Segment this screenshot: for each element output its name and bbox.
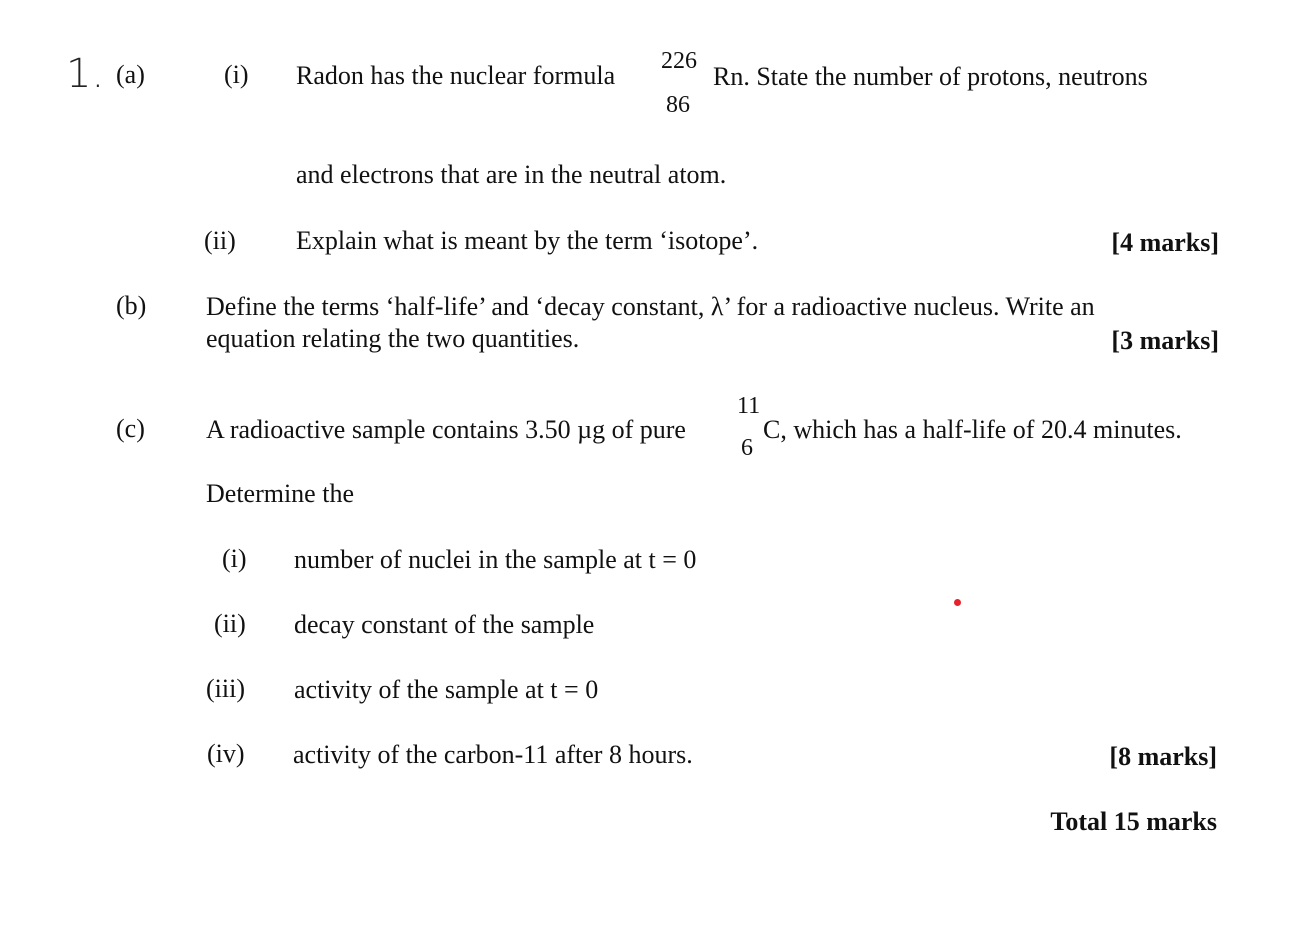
part-a-ii-text: Explain what is meant by the term ‘isotope’. — [296, 226, 759, 255]
part-c-text: A radioactive sample contains 3.50 µg of pure — [206, 415, 686, 444]
part-c-i-text: number of nuclei in the sample at t = 0 — [294, 545, 697, 574]
part-c-determine: Determine the — [206, 479, 354, 508]
part-c-iii-label: (iii) — [206, 674, 245, 703]
part-b-marks: [3 marks] — [1111, 326, 1219, 355]
carbon-mass-number: 11 — [737, 393, 761, 419]
carbon-atomic-number: 6 — [741, 435, 753, 461]
part-c-text-continued: C, which has a half-life of 20.4 minutes. — [763, 415, 1182, 444]
part-a-ii-label: (ii) — [204, 226, 236, 255]
part-c-iii-text: activity of the sample at t = 0 — [294, 675, 599, 704]
part-a-i-text-continued: Rn. State the number of protons, neutrons — [713, 62, 1148, 91]
part-b-line1: Define the terms ‘half-life’ and ‘decay constant, λ’ for a radioactive nucleus. Write an — [206, 292, 1095, 321]
red-annotation-dot — [954, 599, 961, 606]
part-a-label: (a) — [116, 60, 145, 89]
question-number: 1. — [66, 51, 105, 97]
radon-atomic-number: 86 — [666, 92, 690, 118]
total-marks: Total 15 marks — [1050, 807, 1217, 836]
part-b-line2: equation relating the two quantities. — [206, 324, 580, 353]
part-a-i-label: (i) — [224, 60, 249, 89]
part-c-ii-text: decay constant of the sample — [294, 610, 595, 639]
part-a-marks: [4 marks] — [1111, 228, 1219, 257]
part-c-iv-text: activity of the carbon-11 after 8 hours. — [293, 740, 693, 769]
part-c-label: (c) — [116, 414, 145, 443]
part-c-marks: [8 marks] — [1109, 742, 1217, 771]
part-c-i-label: (i) — [222, 544, 247, 573]
part-c-iv-label: (iv) — [207, 739, 245, 768]
radon-mass-number: 226 — [661, 48, 697, 74]
part-a-i-text: Radon has the nuclear formula — [296, 61, 616, 90]
part-a-i-continuation: and electrons that are in the neutral atom. — [296, 160, 727, 189]
part-b-label: (b) — [116, 291, 147, 320]
part-c-ii-label: (ii) — [214, 609, 246, 638]
